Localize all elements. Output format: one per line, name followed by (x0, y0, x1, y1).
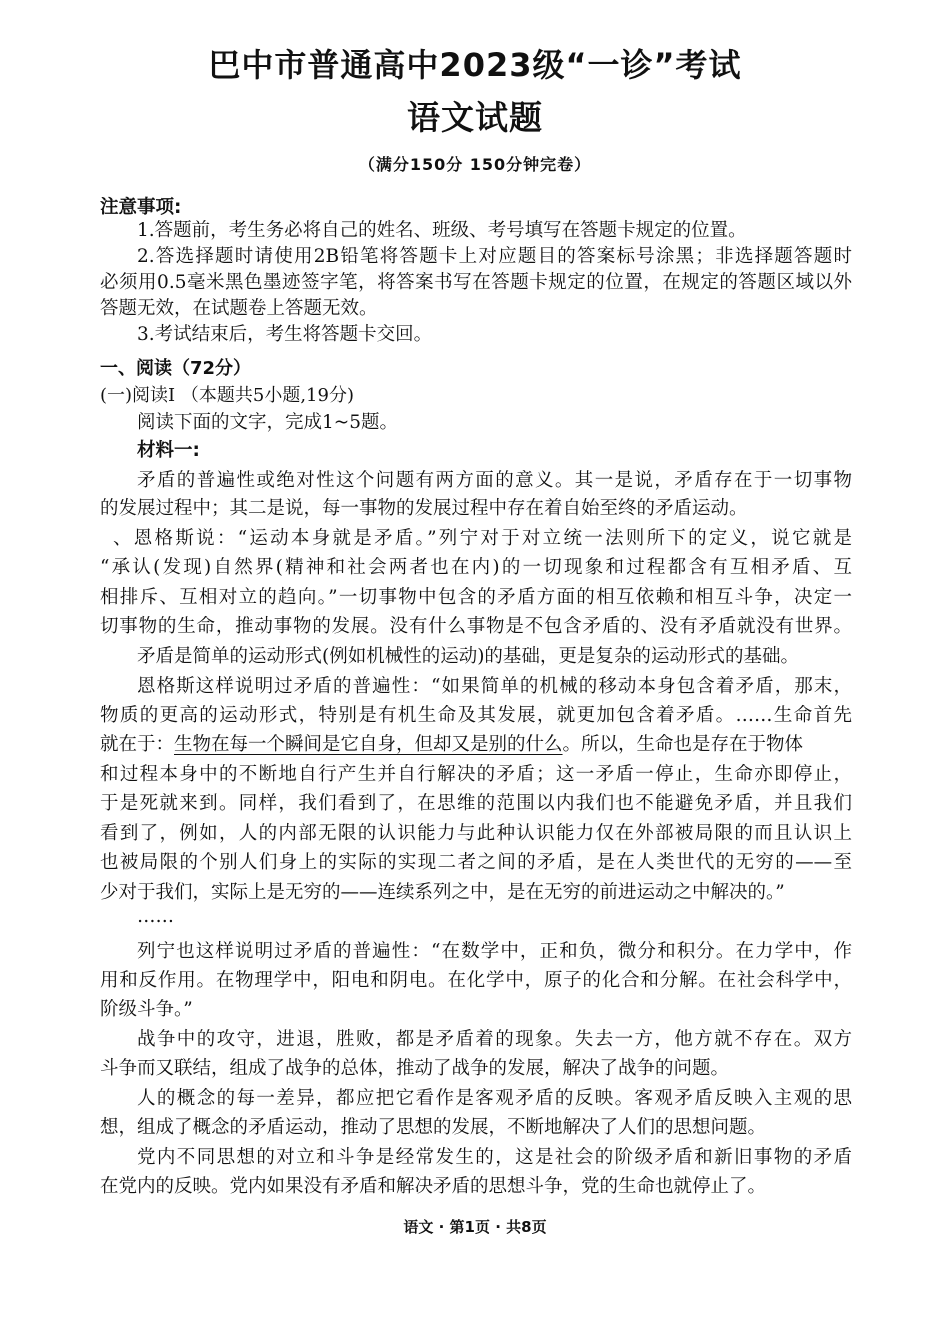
passage-line: 物质的更高的运动形式，特别是有机生命及其发展，就更加包含着矛盾。……生命首先 (100, 705, 852, 726)
passage-line: 用和反作用。在物理学中，阳电和阴电。在化学中，原子的化合和分解。在社会科学中， (100, 970, 852, 991)
passage-line: 斗争而又联结，组成了战争的总体，推动了战争的发展，解决了战争的问题。 (100, 1058, 730, 1079)
page-footer: 语文 · 第1页 · 共8页 (403, 1218, 547, 1236)
passage-line: “承认(发现)自然界(精神和社会两者也在内)的一切现象和过程都含有互相矛盾、互 (100, 557, 852, 578)
passage-line: 想，组成了概念的矛盾运动，推动了思想的发展，不断地解决了人们的思想问题。 (100, 1117, 767, 1138)
notes-line: 答题无效，在试题卷上答题无效。 (100, 298, 378, 319)
passage-line: 切事物的生命，推动事物的发展。没有什么事物是不包含矛盾的、没有矛盾就没有世界。 (100, 616, 852, 637)
ellipsis-line: …… (137, 906, 174, 927)
instruction: 阅读下面的文字，完成1~5题。 (137, 412, 399, 433)
passage-line: 恩格斯这样说明过矛盾的普遍性：“如果简单的机械的移动本身包含着矛盾，那末， (137, 676, 852, 697)
passage-line: 少对于我们，实际上是无穷的——连续系列之中，是在无穷的前进运动之中解决的。” (100, 882, 785, 903)
passage-line: 阶级斗争。” (100, 999, 193, 1020)
notes-line: 2.答选择题时请使用2B铅笔将答题卡上对应题目的答案标号涂黑；非选择题答题时 (137, 246, 852, 267)
notes-title: 注意事项: (100, 197, 182, 218)
material-label: 材料一: (137, 440, 200, 461)
section-heading: 一、阅读（72分） (100, 358, 252, 379)
passage-line: 列宁也这样说明过矛盾的普遍性：“在数学中，正和负，微分和积分。在力学中，作 (137, 941, 852, 962)
notes-line: 1.答题前，考生务必将自己的姓名、班级、考号填写在答题卡规定的位置。 (137, 220, 747, 241)
passage-line: 在党内的反映。党内如果没有矛盾和解决矛盾的思想斗争，党的生命也就停止了。 (100, 1176, 767, 1197)
notes-line: 3.考试结束后，考生将答题卡交回。 (137, 324, 433, 345)
passage-line: 矛盾是简单的运动形式(例如机械性的运动)的基础，更是复杂的运动形式的基础。 (137, 646, 799, 667)
subject-title: 语文试题 (407, 98, 543, 137)
passage-line: 战争中的攻守，进退，胜败，都是矛盾着的现象。失去一方，他方就不存在。双方 (137, 1029, 852, 1050)
passage-line: 看到了，例如，人的内部无限的认识能力与此种认识能力仅在外部被局限的而且认识上 (100, 823, 852, 844)
passage-line: 、恩格斯说：“运动本身就是矛盾。”列宁对于对立统一法则所下的定义，说它就是 (113, 528, 852, 549)
passage-line: 人的概念的每一差异，都应把它看作是客观矛盾的反映。客观矛盾反映入主观的思 (137, 1088, 852, 1109)
passage-fragment: 就在于： (100, 734, 175, 755)
passage-line: 的发展过程中；其二是说，每一事物的发展过程中存在着自始至终的矛盾运动。 (100, 498, 748, 519)
underlined-quote: 生物在每一个瞬间是它自身，但却又是别的什么 (174, 734, 563, 755)
exam-meta: （满分150分 150分钟完卷） (358, 155, 592, 174)
passage-line: 矛盾的普遍性或绝对性这个问题有两方面的意义。其一是说，矛盾存在于一切事物 (137, 470, 852, 491)
passage-line: 党内不同思想的对立和斗争是经常发生的，这是社会的阶级矛盾和新旧事物的矛盾 (137, 1147, 852, 1168)
passage-line: 和过程本身中的不断地自行产生并自行解决的矛盾；这一矛盾一停止，生命亦即停止， (100, 764, 852, 785)
exam-title: 巴中市普通高中2023级“一诊”考试 (208, 46, 742, 84)
passage-fragment: 。所以，生命也是存在于物体 (562, 734, 804, 755)
sub-section-heading: (一)阅读Ⅰ （本题共5小题,19分) (100, 385, 354, 406)
passage-line: 于是死就来到。同样，我们看到了，在思维的范围以内我们也不能避免矛盾，并且我们 (100, 793, 852, 814)
passage-line-mixed (100, 730, 852, 756)
passage-line: 相排斥、互相对立的趋向。”一切事物中包含的矛盾方面的相互依赖和相互斗争，决定一 (100, 587, 852, 608)
passage-line: 也被局限的个别人们身上的实际的实现二者之间的矛盾，是在人类世代的无穷的——至 (100, 852, 852, 873)
notes-line: 必须用0.5毫米黑色墨迹签字笔，将答案书写在答题卡规定的位置，在规定的答题区域以外 (100, 272, 852, 293)
